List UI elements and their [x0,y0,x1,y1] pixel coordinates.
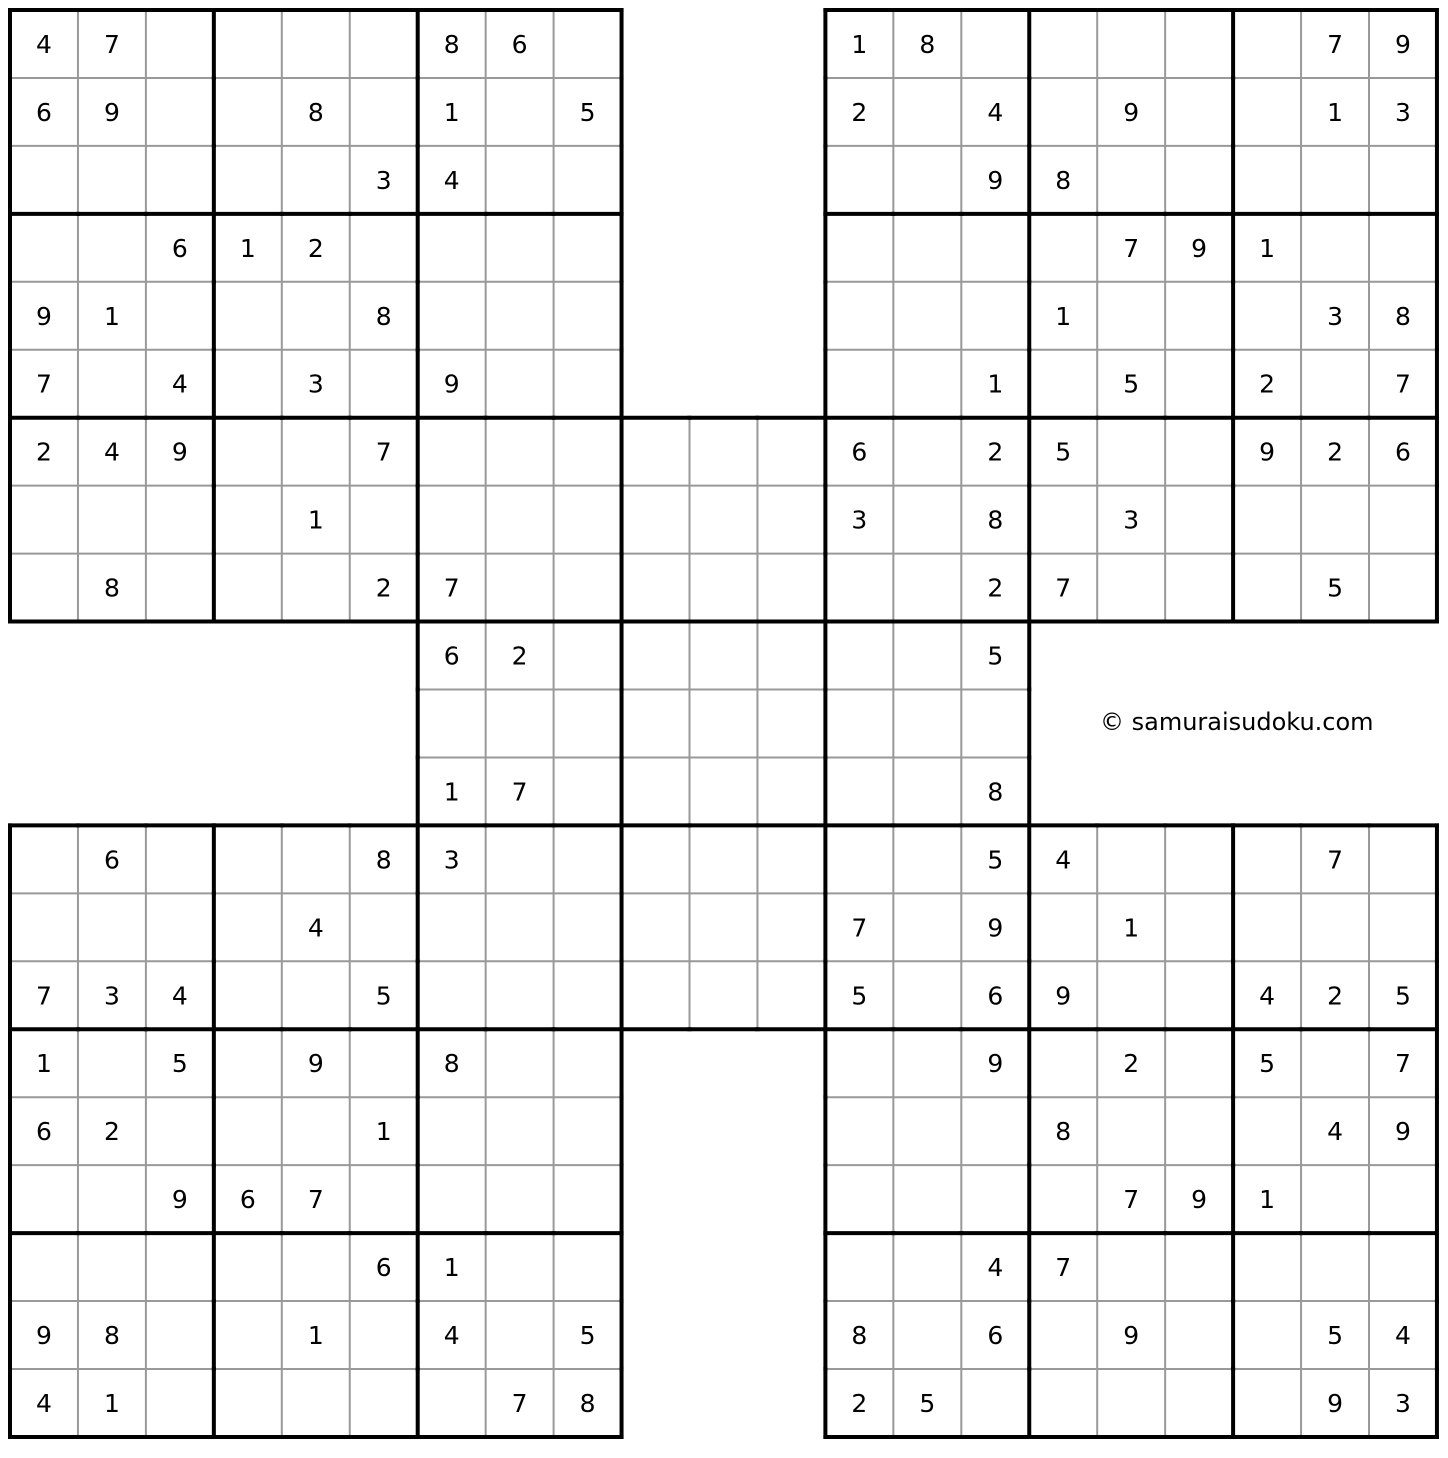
given-digit: 4 [1259,981,1276,1011]
given-digit: 1 [1327,97,1343,127]
given-digit: 8 [1395,301,1411,331]
given-digit: 6 [851,437,868,467]
given-digit: 4 [443,165,460,195]
given-digit: 6 [36,97,52,127]
given-digit: 9 [171,1185,188,1215]
given-digit: 5 [1327,573,1343,603]
given-digit: 7 [1055,573,1072,603]
given-digit: 8 [375,301,392,331]
given-digit: 7 [1123,1185,1140,1215]
given-digit: 8 [375,845,392,875]
given-digit: 4 [103,437,120,467]
given-digit: 3 [443,845,460,875]
given-digit: 4 [36,1388,52,1418]
given-digit: 1 [36,1049,52,1079]
given-digit: 9 [1327,1388,1343,1418]
given-digit: 2 [1259,369,1276,399]
given-digit: 6 [511,29,528,59]
given-digit: 5 [987,641,1004,671]
given-digit: 5 [851,981,868,1011]
given-digit: 9 [987,913,1004,943]
given-digit: 6 [239,1185,256,1215]
given-digit: 7 [1395,369,1411,399]
given-digit: 7 [375,437,392,467]
given-digit: 4 [987,97,1004,127]
given-digit: 4 [443,1321,460,1351]
given-digit: 7 [1123,233,1140,263]
given-digit: 9 [1259,437,1276,467]
given-digit: 3 [375,165,392,195]
given-digit: 4 [987,1253,1004,1283]
given-digit: 1 [443,97,460,127]
given-digit: 1 [103,1388,120,1418]
given-digit: 7 [851,913,868,943]
given-digit: 5 [1055,437,1072,467]
given-digit: 3 [103,981,120,1011]
given-digit: 8 [987,505,1004,535]
given-digit: 7 [103,29,120,59]
given-digit: 2 [987,573,1004,603]
given-digit: 1 [307,1321,324,1351]
given-digit: 9 [307,1049,324,1079]
given-digit: 9 [1055,981,1072,1011]
given-digit: 1 [1259,1185,1276,1215]
given-digit: 5 [579,97,596,127]
given-digit: 4 [1327,1117,1343,1147]
given-digit: 1 [1123,913,1140,943]
given-digit: 7 [36,981,52,1011]
given-digit: 8 [1055,1117,1072,1147]
given-digit: 8 [103,1321,120,1351]
given-digit: 8 [307,97,324,127]
given-digit: 6 [103,845,120,875]
given-digit: 4 [1395,1321,1411,1351]
given-digit: 2 [1327,981,1343,1011]
given-digit: 3 [307,369,324,399]
given-digit: 1 [307,505,324,535]
given-digit: 8 [1055,165,1072,195]
given-digit: 9 [1191,1185,1208,1215]
given-digit: 6 [375,1253,392,1283]
given-digit: 7 [1327,29,1343,59]
given-digit: 8 [443,29,460,59]
given-digit: 1 [1259,233,1276,263]
given-digit: 3 [1395,97,1411,127]
given-digit: 2 [103,1117,120,1147]
given-digit: 9 [171,437,188,467]
given-digit: 1 [103,301,120,331]
given-digit: 1 [375,1117,392,1147]
given-digit: 8 [443,1049,460,1079]
given-digit: 8 [579,1388,596,1418]
given-digit: 2 [307,233,324,263]
given-digit: 7 [1055,1253,1072,1283]
given-digit: 3 [851,505,868,535]
given-digit: 8 [919,29,936,59]
given-digit: 9 [443,369,460,399]
given-digit: 6 [987,981,1004,1011]
given-digit: 2 [987,437,1004,467]
given-digit: 9 [103,97,120,127]
given-digit: 3 [1395,1388,1411,1418]
given-digit: 1 [851,29,868,59]
given-digit: 2 [851,1388,868,1418]
given-digit: 3 [1123,505,1140,535]
given-digit: 2 [1123,1049,1140,1079]
given-digit: 8 [103,573,120,603]
given-digit: 9 [1395,29,1411,59]
given-digit: 7 [1395,1049,1411,1079]
given-digit: 5 [919,1388,936,1418]
given-digit: 5 [579,1321,596,1351]
given-digit: 5 [1395,981,1411,1011]
given-digit: 2 [36,437,52,467]
given-digit: 2 [375,573,392,603]
given-digit: 7 [307,1185,324,1215]
given-digit: 6 [36,1117,52,1147]
given-digit: 6 [171,233,188,263]
given-digit: 7 [443,573,460,603]
given-digit: 3 [1327,301,1343,331]
given-digit: 2 [511,641,528,671]
given-digit: 9 [987,1049,1004,1079]
given-digit: 8 [851,1321,868,1351]
given-digit: 1 [239,233,256,263]
given-digit: 4 [36,29,52,59]
given-digit: 9 [36,1321,52,1351]
given-digit: 4 [171,981,188,1011]
given-digit: 6 [987,1321,1004,1351]
given-digit: 7 [36,369,52,399]
given-digit: 5 [1123,369,1140,399]
given-digit: 9 [1123,1321,1140,1351]
given-digit: 9 [1191,233,1208,263]
given-digit: 1 [987,369,1004,399]
given-digit: 9 [36,301,52,331]
given-digit: 4 [1055,845,1072,875]
given-digit: 7 [511,777,528,807]
given-digit: 8 [987,777,1004,807]
given-digit: 5 [987,845,1004,875]
given-digit: 1 [443,777,460,807]
given-digit: 1 [1055,301,1072,331]
given-digit: 9 [1123,97,1140,127]
copyright-text: © samuraisudoku.com [1100,708,1374,736]
given-digit: 2 [851,97,868,127]
given-digit: 5 [1327,1321,1343,1351]
given-digit: 2 [1327,437,1343,467]
given-digit: 5 [375,981,392,1011]
given-digit: 5 [1259,1049,1276,1079]
given-digit: 6 [443,641,460,671]
given-digit: 7 [511,1388,528,1418]
given-digit: 9 [987,165,1004,195]
given-digit: 4 [307,913,324,943]
given-digit: 7 [1327,845,1343,875]
given-digit: 4 [171,369,188,399]
given-digit: 6 [1395,437,1411,467]
given-digit: 1 [443,1253,460,1283]
given-digit: 5 [171,1049,188,1079]
given-digit: 9 [1395,1117,1411,1147]
